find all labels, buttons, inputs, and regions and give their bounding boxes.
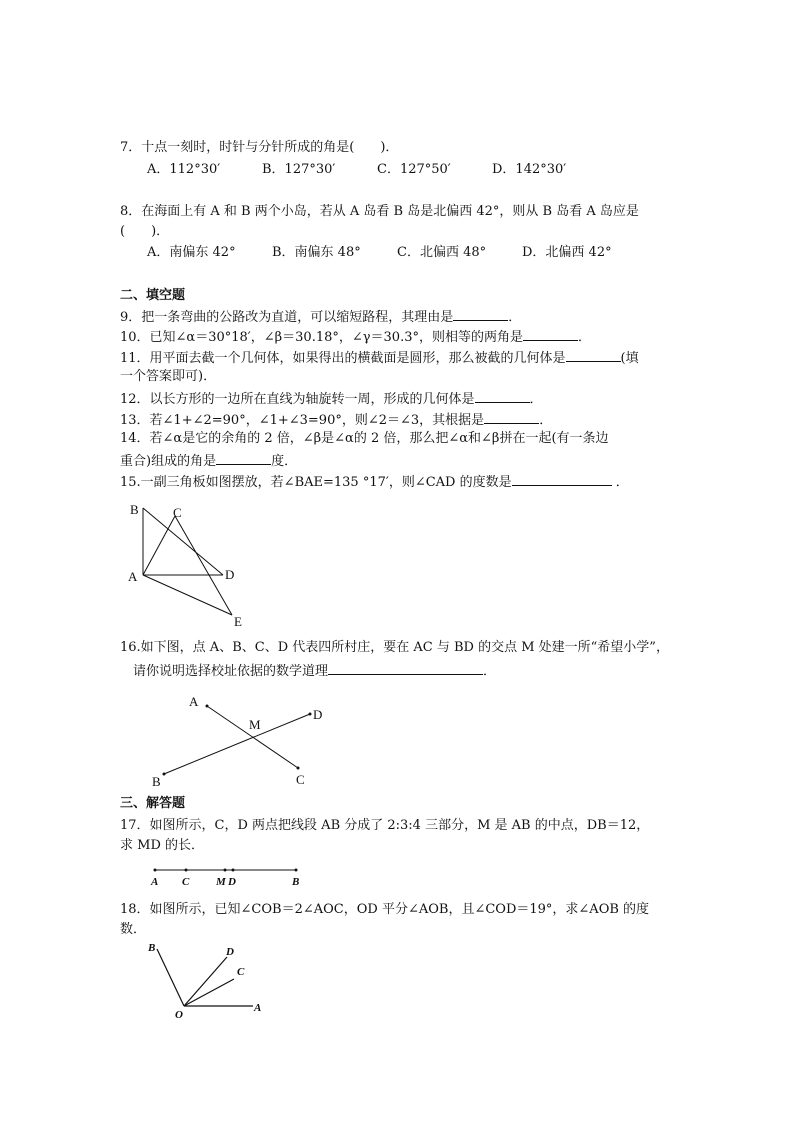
- question-10: [120, 328, 591, 346]
- fig15-label-c: C: [173, 505, 182, 520]
- fig16-label-b: B: [152, 774, 161, 789]
- question-18: 18．如图所示，已知∠COB＝2∠AOC，OD 平分∠AOB，且∠COD＝19°，求∠AOB 的度: [120, 902, 650, 917]
- fig15-label-e: E: [234, 614, 242, 629]
- fig15-label-d: D: [225, 567, 235, 582]
- q8-option-a: A．南偏东 42°: [147, 245, 236, 260]
- figure-17-segment: [140, 862, 310, 890]
- q13-text: 13．若∠1+∠2=90°，∠1+∠3=90°，则∠2＝∠3，其根据是: [120, 413, 485, 428]
- fig17-label-m: M: [216, 876, 226, 888]
- q12-text: 12．以长方形的一边所在直线为轴旋转一周，形成的几何体是: [120, 392, 475, 407]
- q16-end: ．: [483, 664, 497, 679]
- q7-option-d: D．142°30′: [492, 162, 567, 177]
- fig18-ray-od: [184, 957, 227, 1006]
- fig16-label-a: A: [189, 694, 199, 709]
- q13-end: ．: [539, 413, 553, 428]
- q13-answer-blank: [484, 411, 539, 424]
- question-8-stem-cont: ( )．: [120, 224, 170, 239]
- question-13: [120, 411, 552, 429]
- q14-end: 度．: [271, 454, 298, 469]
- question-8-stem: 8．在海面上有 A 和 B 两个小岛，若从 A 岛看 B 岛是北偏西 42°，则从 B 岛看 A 岛应是: [120, 204, 639, 219]
- q12-end: ．: [529, 392, 543, 407]
- fig18-label-d: D: [226, 946, 234, 958]
- q11-answer-blank: [566, 349, 621, 362]
- question-7-options: [147, 162, 566, 178]
- q8-option-d: D．北偏西 42°: [522, 245, 612, 260]
- fig15-edge-ae: [143, 575, 232, 615]
- q15-end: ．: [615, 475, 629, 490]
- fig16-line-ac: [207, 706, 298, 768]
- fig17-label-c: C: [182, 876, 190, 888]
- fig16-line-bd: [164, 714, 310, 774]
- fig15-label-b: B: [130, 502, 139, 517]
- q15-text: 15.一副三角板如图摆放，若∠BAE=135 °17′，则∠CAD 的度数是: [120, 475, 512, 490]
- fig18-label-b: B: [148, 942, 156, 954]
- q11-end: (填: [620, 351, 639, 366]
- fig17-label-a: A: [151, 876, 159, 888]
- fig17-label-d: D: [228, 876, 236, 888]
- question-12: [120, 390, 543, 408]
- question-15: [120, 473, 629, 491]
- q12-answer-blank: [475, 390, 530, 403]
- fig16-label-m: M: [249, 717, 261, 732]
- q7-option-c: C．127°50′: [377, 162, 451, 177]
- question-14-cont: [120, 452, 297, 470]
- question-9: [120, 308, 521, 326]
- fig18-label-c: C: [237, 966, 245, 978]
- question-11: [120, 349, 639, 367]
- q14-text: 重合)组成的角是: [120, 454, 217, 469]
- question-14: 14．若∠α是它的余角的 2 倍，∠β是∠α的 2 倍，那么把∠α和∠β拼在一起(有一条边: [120, 431, 609, 446]
- q16-text: 请你说明选择校址依据的数学道理: [133, 664, 329, 679]
- figure-16-villages: [140, 686, 340, 796]
- fig18-ray-ob: [157, 949, 184, 1006]
- fig17-label-b: B: [292, 876, 300, 888]
- q14-answer-blank: [216, 452, 271, 465]
- q11-text: 11．用平面去截一个几何体，如果得出的横截面是圆形，那么被截的几何体是: [120, 351, 566, 366]
- q8-option-c: C．北偏西 48°: [397, 245, 487, 260]
- fig15-edge-bd: [143, 508, 223, 575]
- q15-answer-blank: [512, 473, 612, 486]
- q7-option-a: A．112°30′: [147, 162, 221, 177]
- question-17: 17．如图所示，C，D 两点把线段 AB 分成了 2:3:4 三部分，M 是 AB 的中点，DB＝12，: [120, 818, 650, 833]
- fig18-label-a: A: [254, 1002, 262, 1014]
- q9-text: 9．把一条弯曲的公路改为直道，可以缩短路程，其理由是: [120, 310, 454, 325]
- fig15-edge-ce: [175, 516, 235, 615]
- fig16-label-c: C: [296, 772, 305, 787]
- q10-text: 10．已知∠α＝30°18′，∠β＝30.18°，∠γ＝30.3°，则相等的两角是: [120, 330, 523, 345]
- fig16-label-d: D: [313, 707, 323, 722]
- question-11-cont: 一个答案即可)．: [120, 369, 217, 384]
- fig18-label-o: O: [175, 1009, 183, 1021]
- fig18-ray-oc: [184, 979, 234, 1006]
- question-16-cont: [133, 662, 496, 680]
- figure-18-angles: [140, 938, 280, 1024]
- figure-15-triangles: [120, 498, 260, 630]
- question-18-cont: 数．: [120, 922, 147, 937]
- q9-answer-blank: [453, 308, 508, 321]
- fig15-edge-ac: [143, 516, 175, 575]
- question-8-options: [147, 245, 612, 261]
- section-fill-in-heading: 二、填空题: [120, 288, 186, 303]
- q10-answer-blank: [523, 328, 578, 341]
- q7-option-b: B．127°30′: [262, 162, 336, 177]
- q16-answer-blank: [328, 662, 483, 675]
- section-solve-heading: 三、解答题: [120, 796, 186, 811]
- fig15-label-a: A: [128, 569, 138, 584]
- q10-end: ．: [577, 330, 591, 345]
- question-17-cont: 求 MD 的长．: [120, 838, 204, 853]
- question-7-stem: 7．十点一刻时，时针与分针所成的角是( )．: [120, 140, 399, 155]
- q8-option-b: B．南偏东 48°: [272, 245, 361, 260]
- q9-end: ．: [508, 310, 522, 325]
- question-16: 16.如下图，点 A、B、C、D 代表四所村庄，要在 AC 与 BD 的交点 M 处建一所“希望小学”，: [120, 640, 669, 655]
